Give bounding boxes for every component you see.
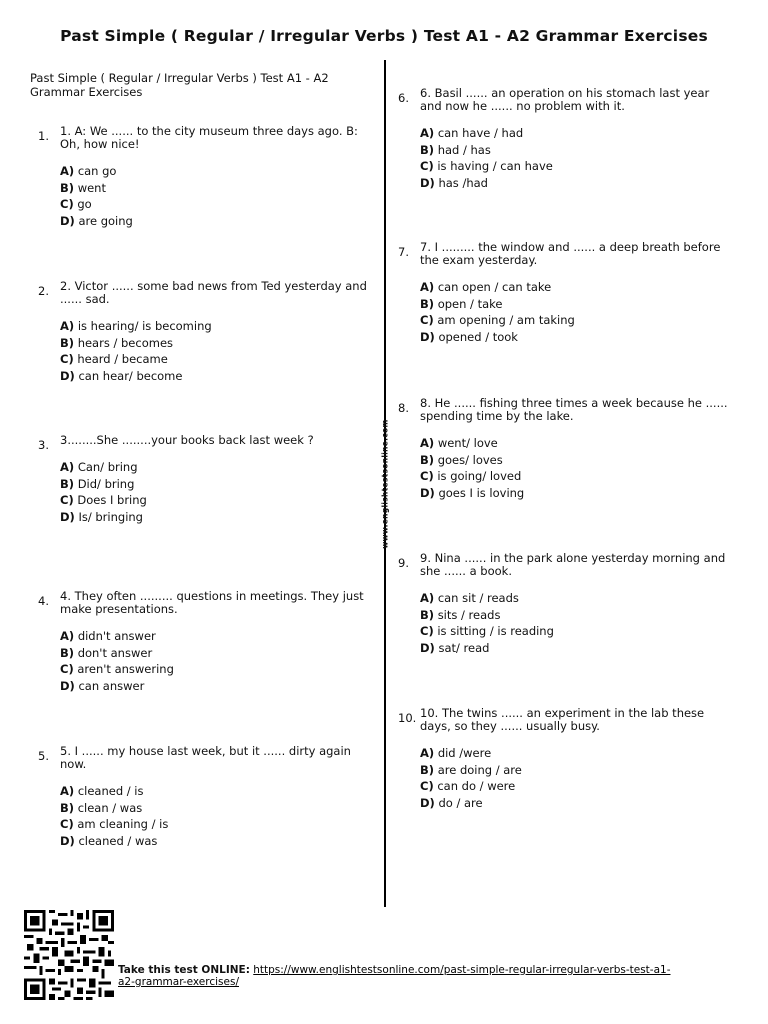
question-number: 7. [398, 245, 409, 259]
option-d[interactable]: D) goes I is loving [420, 485, 525, 500]
option-b[interactable]: B) don't answer [60, 645, 153, 660]
option-a[interactable]: A) cleaned / is [60, 784, 144, 798]
question-number: 10. [398, 711, 417, 725]
option-a[interactable]: A) went/ love [420, 436, 498, 450]
option-d[interactable]: D) can answer [60, 678, 145, 693]
option-b[interactable]: B) had / has [420, 142, 491, 157]
question-number: 6. [398, 91, 409, 105]
side-watermark-url: www.englishtestsonline.com [380, 419, 390, 549]
qr-code-icon[interactable] [24, 910, 114, 1000]
option-c[interactable]: C) is sitting / is reading [420, 624, 554, 638]
option-a[interactable]: A) did /were [420, 746, 492, 760]
option-a[interactable]: A) didn't answer [60, 629, 156, 643]
question-text: 2. Victor ...... some bad news from Ted yesterday and ...... sad. [60, 279, 367, 306]
footer-label: Take this test ONLINE: [118, 964, 250, 976]
option-b[interactable]: B) goes/ loves [420, 452, 503, 467]
footer-online-link [118, 964, 678, 988]
option-c[interactable]: C) Does I bring [60, 493, 147, 507]
option-c[interactable]: C) go [60, 197, 92, 211]
option-b[interactable]: B) hears / becomes [60, 335, 174, 350]
question-number: 9. [398, 556, 409, 570]
option-c[interactable]: C) am cleaning / is [60, 817, 169, 831]
question-number: 1. [38, 129, 49, 143]
option-a[interactable]: A) can open / can take [420, 280, 552, 294]
option-c[interactable]: C) aren't answering [60, 662, 174, 676]
question-text: 4. They often ......... questions in meetings. They just make presentations. [60, 589, 364, 616]
option-a[interactable]: A) can sit / reads [420, 591, 519, 605]
option-d[interactable]: D) can hear/ become [60, 368, 183, 383]
question-number: 2. [38, 284, 49, 298]
question-number: 8. [398, 401, 409, 415]
option-b[interactable]: B) sits / reads [420, 607, 501, 622]
question-text: 7. I ......... the window and ...... a deep breath before the exam yesterday. [420, 240, 721, 267]
option-d[interactable]: D) has /had [420, 175, 488, 190]
question-text: 9. Nina ...... in the park alone yesterday morning and she ...... a book. [420, 551, 726, 578]
option-a[interactable]: A) is hearing/ is becoming [60, 319, 212, 333]
option-b[interactable]: B) are doing / are [420, 762, 522, 777]
option-a[interactable]: A) Can/ bring [60, 460, 138, 474]
option-d[interactable]: D) Is/ bringing [60, 509, 143, 524]
page-subtitle: Past Simple ( Regular / Irregular Verbs ) Test A1 - A2 Grammar Exercises [30, 71, 329, 99]
question-text: 8. He ...... fishing three times a week because he ...... spending time by the lake. [420, 396, 728, 423]
option-b[interactable]: B) went [60, 180, 106, 195]
option-d[interactable]: D) sat/ read [420, 640, 490, 655]
option-c[interactable]: C) is going/ loved [420, 469, 522, 483]
option-c[interactable]: C) am opening / am taking [420, 313, 575, 327]
question-text: 5. I ...... my house last week, but it ...... dirty again now. [60, 744, 351, 771]
option-a[interactable]: A) can go [60, 164, 117, 178]
question-number: 3. [38, 438, 49, 452]
option-b[interactable]: B) open / take [420, 296, 503, 311]
option-d[interactable]: D) do / are [420, 795, 483, 810]
option-b[interactable]: B) clean / was [60, 800, 143, 815]
question-text: 1. A: We ...... to the city museum three days ago. B: Oh, how nice! [60, 124, 358, 151]
option-c[interactable]: C) can do / were [420, 779, 516, 793]
footer-url-link[interactable]: https://www.englishtestsonline.com/past-simple-regular-irregular-verbs-test-a1-a2-grammar-exercises/ [118, 964, 671, 988]
question-number: 4. [38, 594, 49, 608]
page-title: Past Simple ( Regular / Irregular Verbs ) Test A1 - A2 Grammar Exercises [60, 27, 708, 45]
option-d[interactable]: D) opened / took [420, 329, 518, 344]
question-text: 10. The twins ...... an experiment in the lab these days, so they ...... usually busy. [420, 706, 705, 733]
question-text: 6. Basil ...... an operation on his stomach last year and now he ...... no problem with it. [420, 86, 710, 113]
option-d[interactable]: D) are going [60, 213, 133, 228]
option-c[interactable]: C) is having / can have [420, 159, 553, 173]
option-b[interactable]: B) Did/ bring [60, 476, 135, 491]
option-c[interactable]: C) heard / became [60, 352, 168, 366]
option-a[interactable]: A) can have / had [420, 126, 524, 140]
option-d[interactable]: D) cleaned / was [60, 833, 158, 848]
question-number: 5. [38, 749, 49, 763]
question-text: 3........She ........your books back last week ? [60, 433, 314, 447]
